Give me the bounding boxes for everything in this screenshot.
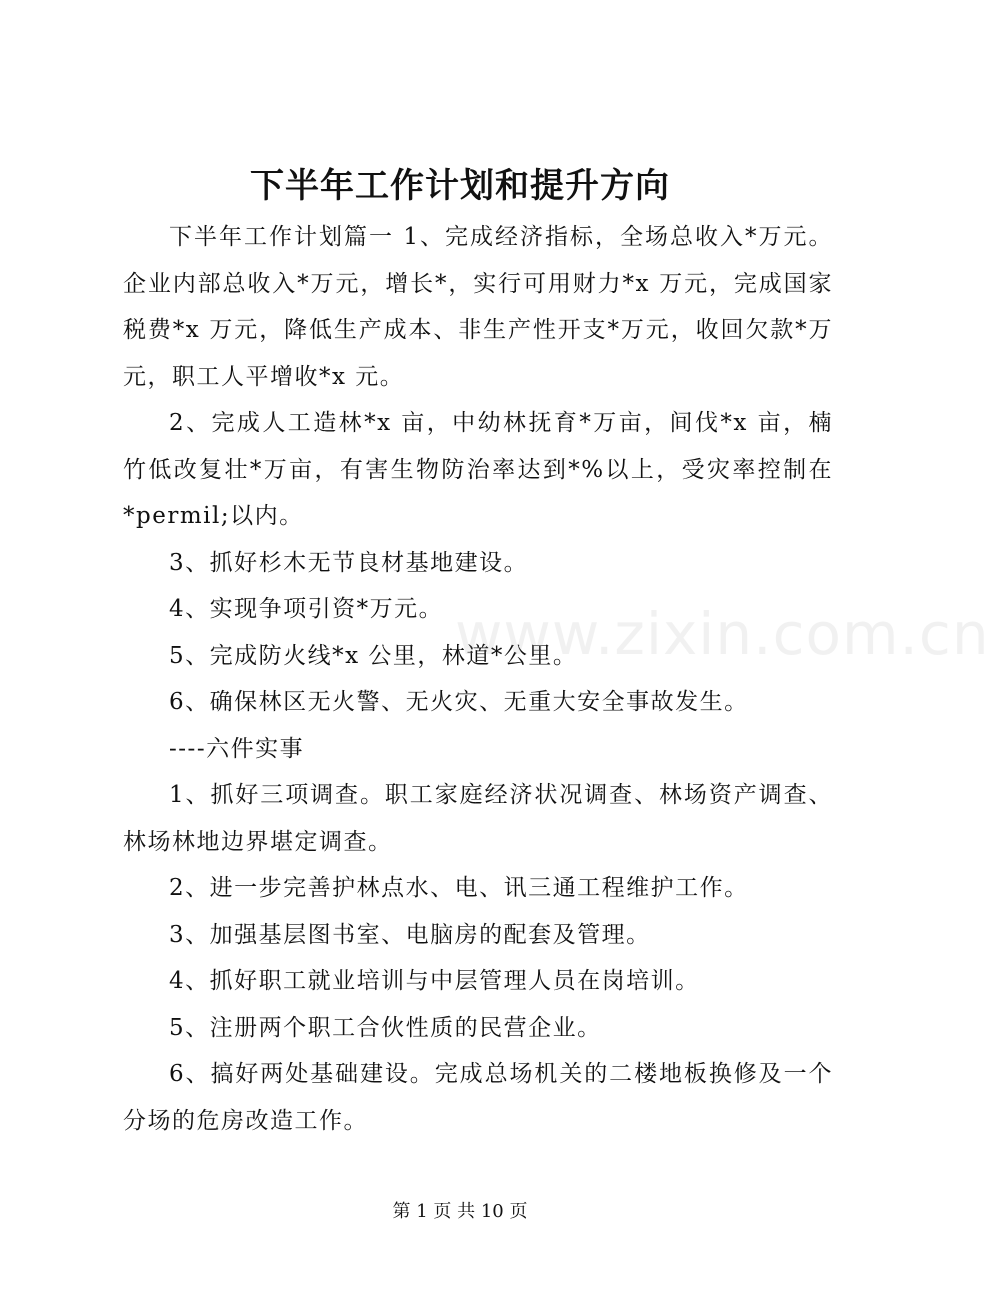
paragraph: 6、搞好两处基础建设。完成总场机关的二楼地板换修及一个分场的危房改造工作。: [123, 1061, 833, 1134]
paragraph: 2、进一步完善护林点水、电、讯三通工程维护工作。: [169, 875, 749, 901]
paragraph: ----六件实事: [169, 735, 305, 762]
paragraph: 5、完成防火线*x 公里，林道*公里。: [169, 642, 578, 669]
paragraph: 5、注册两个职工合伙性质的民营企业。: [169, 1014, 602, 1041]
paragraph: 3、抓好杉木无节良材基地建设。: [169, 549, 529, 576]
paragraph: 下半年工作计划篇一 1、完成经济指标，全场总收入*万元。企业内部总收入*万元，增长*，实行可用财力*x 万元，完成国家税费*x 万元，降低生产成本、非生产性开支*万元，收回欠款*万元，职工人平增收*x 元。: [123, 224, 833, 390]
paragraph: 1、抓好三项调查。职工家庭经济状况调查、林场资产调查、林场林地边界堪定调查。: [123, 782, 833, 855]
paragraph: 4、实现争项引资*万元。: [169, 596, 444, 622]
page-footer: 第 1 页 共 10 页: [392, 1201, 528, 1222]
document-body: [123, 214, 833, 1144]
paragraph: 6、确保林区无火警、无火灾、无重大安全事故发生。: [169, 689, 749, 715]
document-title: 下半年工作计划和提升方向: [250, 166, 670, 206]
paragraph: 3、加强基层图书室、电脑房的配套及管理。: [169, 921, 651, 948]
paragraph: 4、抓好职工就业培训与中层管理人员在岗培训。: [169, 968, 700, 994]
paragraph: 2、完成人工造林*x 亩，中幼林抚育*万亩，间伐*x 亩，楠竹低改复壮*万亩，有害生物防治率达到*%以上，受灾率控制在*permil;以内。: [123, 410, 833, 529]
watermark: www.zixin.com.cn: [455, 600, 990, 668]
